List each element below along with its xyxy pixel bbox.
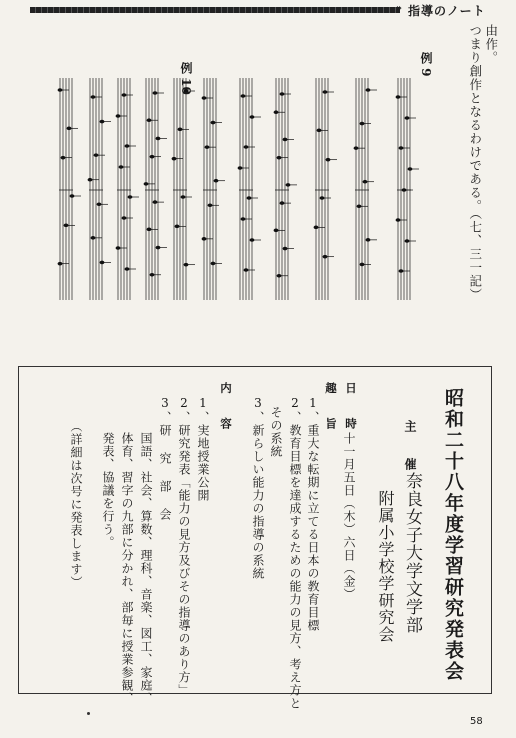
- print-mark: [87, 712, 90, 715]
- header-rule: [30, 7, 400, 13]
- date-value: 十一月五日（木）六日（金）: [342, 432, 356, 601]
- continuation-text-2: つまり創作となるわけである。（七、三一記）: [467, 24, 483, 302]
- running-header: 指導のノート: [408, 4, 486, 18]
- purpose-label: 趣 旨: [324, 382, 338, 434]
- purpose-item-2-cont: その系統: [269, 406, 283, 458]
- musical-score-figure: [40, 50, 460, 310]
- purpose-item-3: 3、新らしい能力の指導の系統: [251, 396, 265, 580]
- date-label: 日 時: [344, 382, 358, 434]
- header-arrow-icon: »: [396, 3, 403, 14]
- content-item-3: 3、研 究 部 会: [158, 396, 172, 521]
- content-item-3-detail-3: 発表、協議を行う。: [101, 432, 115, 549]
- continuation-text-1: 由作。: [483, 24, 499, 65]
- example-label-9: 例 9: [419, 52, 433, 77]
- sponsor-label: 主 催: [403, 420, 417, 476]
- announcement-title: 昭和二十八年度学習研究発表会: [442, 388, 464, 682]
- score-staves: [59, 78, 411, 300]
- page-number: 58: [470, 716, 483, 727]
- sponsor-line-1: 奈良女子大学文学部: [402, 472, 422, 634]
- details-note: （詳細は次号に発表します）: [69, 420, 83, 589]
- content-item-2: 2、研究発表「能力の見方及びその指導のあり方」: [177, 396, 191, 697]
- content-item-1: 1、実地授業公開: [196, 396, 210, 502]
- purpose-item-2: 2、教育目標を達成するための能力の見方、考え方と: [288, 396, 302, 710]
- content-item-3-detail-2: 体育、習字の九部に分かれ、部毎に授業参観、: [120, 432, 134, 705]
- purpose-item-1: 1、重大な転期に立てる日本の教育目標: [306, 396, 320, 632]
- content-label: 内 容: [219, 382, 233, 434]
- example-label-10: 例 10: [179, 62, 193, 95]
- content-item-3-detail-1: 国語、社会、算数、理科、音楽、図工、家庭、: [139, 432, 153, 705]
- sponsor-line-2: 附属小学校学研究会: [376, 490, 395, 643]
